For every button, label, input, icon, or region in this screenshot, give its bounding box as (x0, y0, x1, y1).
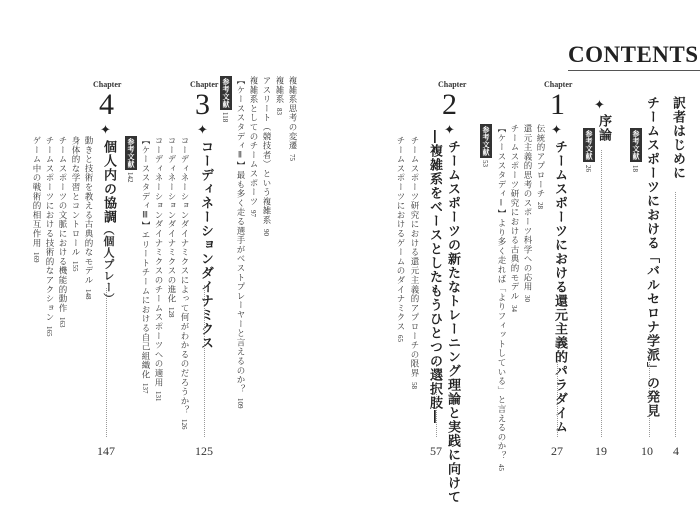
toc-entry-introduction[interactable] (594, 114, 613, 142)
references-badge: 参考文献 (127, 138, 135, 168)
chapter-label: Chapter (93, 80, 122, 89)
toc-section[interactable]: チームスポーツの文脈における機能的動作163 (57, 136, 67, 328)
references-badge: 参考文献 (632, 130, 640, 160)
chapter-1-title[interactable]: チームスポーツにおける還元主義的パラダイム (552, 140, 567, 434)
toc-section[interactable]: アスリート（競技者）という複雑系90 (261, 76, 271, 236)
page-number: 27 (551, 444, 563, 458)
page-number: 10 (641, 444, 653, 458)
references-page: 142 (126, 172, 134, 183)
page-number: 19 (595, 444, 607, 458)
entry-title: 序論 (596, 114, 611, 142)
chapter-2-subtitle: ―複雑系をベースとしたもうひとつの選択肢― (427, 130, 442, 424)
dotted-leader (106, 288, 107, 437)
dotted-leader (436, 358, 437, 437)
chapter-2-title[interactable]: チームスポーツの新たなトレーニング理論と実践に向けて (445, 140, 460, 504)
page-number: 57 (430, 444, 442, 458)
toc-section-case-study-3[interactable]: 【ケーススタディⅢ】エリートチームにおける自己組織化137 (140, 136, 150, 394)
toc-section[interactable]: チームスポーツ研究における還元主義的アプローチの限界58 (409, 136, 419, 389)
chapter-number: 3 (195, 88, 210, 121)
references-page: 118 (221, 112, 229, 123)
chapter-label: Chapter (544, 80, 573, 89)
toc-section[interactable]: チームスポーツにおける技術的なアクション165 (44, 136, 54, 337)
chapter-number: 1 (550, 88, 565, 121)
diamond-bullet-icon: ✦ (444, 123, 455, 138)
references-page: 53 (481, 160, 489, 167)
toc-section[interactable]: 還元主義的思考のスポーツ科学への応用30 (522, 124, 532, 303)
toc-section-case-study-1[interactable]: 【ケーススタディⅠ】より多く走れば「よりフィットしている」と言えるのか？45 (496, 124, 506, 472)
toc-section[interactable]: 複雑系としてのチームスポーツ97 (248, 76, 258, 218)
page-number: 4 (673, 444, 679, 458)
toc-entry-barcelona-school[interactable] (642, 96, 661, 418)
chapter-4-title[interactable]: 個人内の協調（個人プレー） (101, 140, 116, 305)
references-page: 26 (584, 165, 592, 172)
dotted-leader (649, 348, 650, 437)
references-badge: 参考文献 (482, 126, 490, 156)
entry-title: チームスポーツにおける「バルセロナ学派」の発見 (644, 96, 659, 418)
toc-section[interactable]: 複雑系83 (274, 76, 284, 115)
toc-section[interactable]: 動きと技術を教える古典的なモデル148 (83, 136, 93, 300)
page-number: 147 (97, 444, 115, 458)
toc-section[interactable]: 複雑系思考の変遷75 (287, 76, 297, 162)
dotted-leader (675, 192, 676, 437)
dotted-leader (204, 285, 205, 437)
page-number: 125 (195, 444, 213, 458)
toc-section[interactable]: チームスポーツにおけるゲームのダイナミクス65 (395, 136, 405, 343)
references-page: 18 (631, 165, 639, 172)
toc-section[interactable]: コーディネーションダイナミクスの進化128 (166, 136, 176, 318)
contents-title: CONTENTS (568, 42, 699, 67)
toc-section[interactable]: チームスポーツ研究における古典的モデル34 (509, 124, 519, 312)
toc-section[interactable]: ゲーム中の戦術的相互作用169 (31, 136, 41, 263)
chapter-label: Chapter (438, 80, 467, 89)
entry-title: 訳者はじめに (670, 96, 685, 180)
chapter-number: 2 (442, 88, 457, 121)
toc-section-case-study-2[interactable]: 【ケーススタディⅡ】最も多く走る選手がベストプレーヤーと言えるのか？109 (235, 76, 245, 409)
title-underline (568, 70, 700, 71)
dotted-leader (601, 150, 602, 437)
references-badge: 参考文献 (222, 78, 230, 108)
chapter-number: 4 (99, 88, 114, 121)
toc-entry-translator-intro[interactable] (668, 96, 687, 180)
toc-section[interactable]: コーディネーションダイナミクスによって何がわかるのだろうか？126 (179, 136, 189, 430)
toc-section[interactable]: 伝統的アプローチ28 (535, 124, 545, 210)
diamond-bullet-icon: ✦ (551, 123, 562, 138)
diamond-bullet-icon: ✦ (100, 123, 111, 138)
toc-section[interactable]: 身体的な学習とコントロール155 (70, 136, 80, 272)
diamond-bullet-icon: ✦ (594, 98, 605, 113)
diamond-bullet-icon: ✦ (197, 123, 208, 138)
chapter-3-title[interactable]: コーディネーションダイナミクス (198, 140, 213, 350)
chapter-label: Chapter (190, 80, 219, 89)
toc-section[interactable]: コーディネーションダイナミクスのチームスポーツへの適用131 (153, 136, 163, 402)
references-badge: 参考文献 (585, 130, 593, 160)
dotted-leader (557, 360, 558, 437)
